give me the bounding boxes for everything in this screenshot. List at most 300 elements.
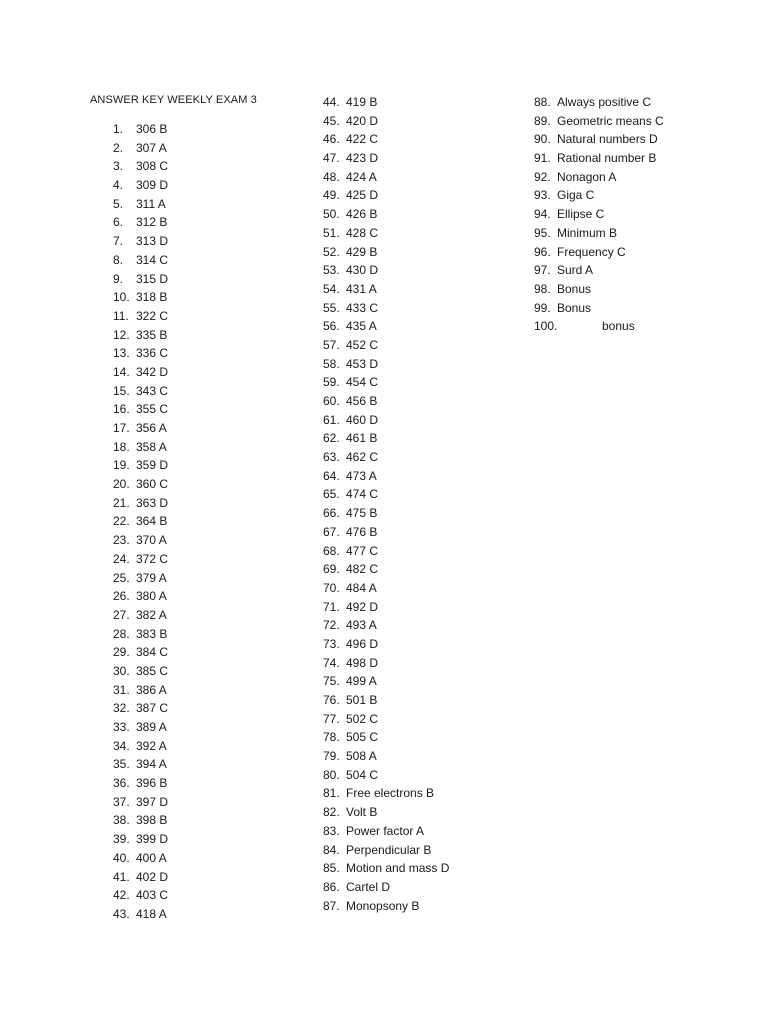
question-number: 94. [534, 207, 551, 222]
answer-text: Geometric means C [557, 113, 664, 128]
question-number: 44. [323, 95, 340, 109]
answer-text: 384 C [136, 645, 169, 660]
question-number: 36. [113, 776, 130, 791]
answer-entry [323, 224, 449, 243]
question-number: 56. [323, 319, 340, 334]
answer-text: 318 B [136, 290, 168, 305]
answer-text: 385 C [136, 663, 169, 678]
answer-entry [323, 654, 449, 673]
answer-entry [323, 710, 449, 729]
answer-entry [323, 467, 449, 486]
question-number: 14. [113, 364, 130, 379]
question-number: 45. [323, 113, 340, 128]
answer-text: 307 A [136, 140, 167, 155]
answer-text: 498 D [346, 655, 379, 670]
answer-entry [323, 485, 449, 504]
answer-entry [113, 438, 168, 457]
answer-text: Cartel D [346, 879, 391, 894]
question-number: 98. [534, 281, 551, 296]
answer-text: 342 D [136, 364, 169, 379]
answer-entry [113, 625, 168, 644]
answer-text: 360 C [136, 477, 169, 492]
answer-entry [534, 299, 664, 318]
answer-entry [113, 288, 168, 307]
answer-entry [113, 139, 168, 158]
question-number: 15. [113, 383, 130, 398]
question-number: 40. [113, 850, 130, 865]
question-number: 51. [323, 225, 340, 240]
question-number: 10. [113, 290, 130, 305]
question-number: 71. [323, 599, 340, 614]
answer-entry [113, 886, 168, 905]
question-number: 11. [113, 308, 129, 323]
answer-text: 322 C [136, 308, 169, 323]
document-title: ANSWER KEY WEEKLY EXAM 3 [90, 94, 257, 106]
answer-text: Frequency C [557, 244, 626, 259]
answer-text: 492 D [346, 599, 379, 614]
answer-text: 502 C [346, 711, 379, 726]
question-number: 26. [113, 589, 130, 604]
answer-entry [323, 766, 449, 785]
answer-text: 314 C [136, 252, 169, 267]
answer-entry [323, 616, 449, 635]
answer-entry [113, 718, 168, 737]
answer-entry [113, 494, 168, 513]
answer-text: 426 B [346, 207, 378, 222]
answer-entry [323, 542, 449, 561]
answer-text: 482 C [346, 562, 379, 577]
answer-entry [113, 512, 168, 531]
question-number: 17. [113, 421, 130, 435]
answer-entry [323, 784, 449, 803]
question-number: 95. [534, 225, 551, 240]
answer-text: 456 B [346, 394, 378, 408]
question-number: 27. [113, 607, 130, 622]
answer-text: 475 B [346, 506, 378, 521]
question-number: 74. [323, 655, 340, 670]
question-number: 34. [113, 738, 130, 753]
answer-entry [534, 261, 664, 280]
question-number: 4. [113, 178, 124, 193]
answer-entry [113, 550, 168, 569]
answer-entry [113, 737, 168, 756]
answer-text: 400 A [136, 850, 167, 865]
question-number: 55. [323, 300, 340, 315]
answer-text: 403 C [136, 888, 169, 903]
question-number: 92. [534, 169, 551, 184]
question-number: 30. [113, 663, 130, 678]
answer-text: 372 C [136, 551, 169, 566]
answer-text: 452 C [346, 337, 379, 352]
question-number: 69. [323, 562, 340, 577]
answer-text: 424 A [346, 169, 377, 184]
question-number: 70. [323, 580, 340, 595]
question-number: 88. [534, 95, 551, 109]
answer-text: 364 B [136, 514, 168, 529]
answer-text: 387 C [136, 701, 169, 716]
answer-entry [113, 176, 168, 195]
answer-text: 425 D [346, 188, 379, 203]
question-number: 57. [323, 337, 340, 352]
question-number: 86. [323, 879, 340, 894]
answer-text: 484 A [346, 580, 377, 595]
question-number: 19. [113, 458, 130, 473]
question-number: 50. [323, 207, 340, 222]
answer-entry [323, 747, 449, 766]
question-number: 91. [534, 151, 551, 166]
answer-text: 392 A [136, 738, 167, 753]
answer-text: 496 D [346, 636, 379, 651]
question-number: 84. [323, 842, 340, 857]
answer-entry [323, 186, 449, 205]
answer-text: 379 A [136, 570, 167, 585]
answer-entry [323, 355, 449, 374]
answer-text: 473 A [346, 468, 377, 483]
answer-entry [113, 755, 168, 774]
question-number: 12. [113, 327, 130, 342]
answer-text: 380 A [136, 589, 167, 604]
question-number: 1. [113, 122, 124, 136]
answer-entry [323, 317, 449, 336]
answer-text: Free electrons B [346, 786, 435, 801]
question-number: 13. [113, 346, 130, 361]
question-number: 38. [113, 813, 130, 828]
question-number: 37. [113, 794, 130, 809]
question-number: 61. [323, 412, 340, 427]
answer-entry [323, 336, 449, 355]
question-number: 93. [534, 188, 551, 203]
question-number: 54. [323, 281, 340, 296]
answer-entry [113, 251, 168, 270]
answer-text: 370 A [136, 533, 167, 548]
answer-text: 428 C [346, 225, 379, 240]
answer-text: 397 D [136, 794, 169, 809]
answer-text: 336 C [136, 346, 169, 361]
answer-entry [534, 186, 664, 205]
answer-entry [323, 672, 449, 691]
question-number: 31. [113, 682, 130, 697]
question-number: 59. [323, 375, 340, 390]
answer-entry [534, 93, 664, 112]
answer-entry [113, 699, 168, 718]
answer-text: Giga C [557, 188, 595, 203]
answer-entry [534, 243, 664, 262]
answer-entry [113, 531, 168, 550]
answer-text: 423 D [346, 151, 379, 166]
answer-entry [323, 93, 449, 112]
answer-column-1 [113, 120, 168, 924]
answer-text: 505 C [346, 730, 379, 745]
answer-entry [323, 598, 449, 617]
question-number: 9. [113, 271, 124, 286]
question-number: 79. [323, 749, 340, 764]
question-number: 78. [323, 730, 340, 745]
answer-text: 453 D [346, 356, 379, 371]
answer-entry [323, 579, 449, 598]
question-number: 53. [323, 263, 340, 278]
question-number: 80. [323, 767, 340, 782]
question-number: 99. [534, 300, 551, 315]
answer-text: 454 C [346, 375, 379, 390]
answer-text: 389 A [136, 720, 167, 734]
answer-entry [113, 849, 168, 868]
question-number: 90. [534, 132, 551, 147]
answer-text: 499 A [346, 674, 377, 689]
question-number: 83. [323, 823, 340, 838]
answer-text: Ellipse C [557, 207, 605, 222]
answer-entry [323, 691, 449, 710]
question-number: 66. [323, 506, 340, 521]
question-number: 82. [323, 805, 340, 820]
question-number: 5. [113, 196, 124, 211]
answer-entry [534, 168, 664, 187]
answer-text: 402 D [136, 869, 169, 884]
answer-entry [323, 373, 449, 392]
answer-entry [323, 728, 449, 747]
answer-entry [323, 429, 449, 448]
answer-entry [323, 803, 449, 822]
answer-text: 396 B [136, 776, 168, 791]
answer-entry [113, 830, 168, 849]
answer-text: Motion and mass D [346, 861, 450, 876]
answer-text: Rational number B [557, 151, 657, 166]
answer-entry [323, 243, 449, 262]
answer-entry [323, 149, 449, 168]
answer-text: 309 D [136, 178, 169, 193]
answer-text: 508 A [346, 749, 377, 764]
answer-text: 308 C [136, 159, 169, 174]
answer-entry [323, 448, 449, 467]
answer-entry [323, 560, 449, 579]
answer-entry [113, 681, 168, 700]
question-number: 42. [113, 888, 130, 903]
answer-entry [113, 475, 168, 494]
answer-entry [323, 822, 449, 841]
answer-text: 306 B [136, 122, 168, 136]
question-number: 87. [323, 898, 340, 913]
answer-text: Volt B [346, 805, 378, 820]
question-number: 32. [113, 701, 130, 716]
answer-text: Bonus [557, 281, 592, 296]
answer-text: 394 A [136, 757, 167, 772]
answer-text: 383 B [136, 626, 168, 641]
question-number: 16. [113, 402, 130, 417]
answer-entry [113, 868, 168, 887]
answer-entry [323, 411, 449, 430]
answer-entry [113, 326, 168, 345]
answer-text: 474 C [346, 487, 379, 502]
answer-text: 315 D [136, 271, 169, 286]
answer-text: 431 A [346, 281, 377, 296]
answer-entry [534, 280, 664, 299]
answer-entry [113, 232, 168, 251]
answer-entry [113, 569, 168, 588]
question-number: 25. [113, 570, 130, 585]
answer-text: 461 B [346, 431, 378, 446]
answer-entry [113, 157, 168, 176]
answer-entry [323, 841, 449, 860]
answer-entry [113, 606, 168, 625]
answer-text: 311 A [136, 196, 166, 211]
answer-text: 359 D [136, 458, 169, 473]
question-number: 33. [113, 720, 130, 734]
answer-entry [113, 774, 168, 793]
question-number: 48. [323, 169, 340, 184]
answer-entry [534, 112, 664, 131]
question-number: 58. [323, 356, 340, 371]
question-number: 43. [113, 906, 130, 921]
question-number: 6. [113, 215, 124, 230]
question-number: 22. [113, 514, 130, 529]
answer-entry [323, 504, 449, 523]
answer-text: 477 C [346, 543, 379, 558]
question-number: 62. [323, 431, 340, 446]
answer-entry [323, 392, 449, 411]
answer-text: Perpendicular B [346, 842, 432, 857]
answer-text: 493 A [346, 618, 377, 633]
question-number: 2. [113, 140, 124, 155]
question-number: 3. [113, 159, 124, 174]
answer-text: 419 B [346, 95, 378, 109]
answer-entry [534, 205, 664, 224]
question-number: 24. [113, 551, 130, 566]
answer-text: Natural numbers D [557, 132, 658, 147]
answer-text: 358 A [136, 439, 167, 454]
answer-entry [323, 897, 449, 916]
answer-text: 476 B [346, 524, 378, 539]
question-number: 41. [113, 869, 130, 884]
question-number: 23. [113, 533, 130, 548]
question-number: 46. [323, 132, 340, 147]
answer-entry [534, 149, 664, 168]
question-number: 96. [534, 244, 551, 259]
answer-entry [113, 793, 168, 812]
question-number: 97. [534, 263, 551, 278]
question-number: 76. [323, 693, 340, 707]
answer-text: 460 D [346, 412, 379, 427]
answer-text: 356 A [136, 421, 167, 435]
answer-text: 501 B [346, 693, 378, 707]
answer-entry [113, 270, 168, 289]
answer-text: Power factor A [346, 823, 425, 838]
question-number: 67. [323, 524, 340, 539]
answer-text: 399 D [136, 832, 169, 847]
question-number: 21. [113, 495, 130, 510]
answer-text: Nonagon A [557, 169, 617, 184]
answer-text: 429 B [346, 244, 378, 259]
answer-column-3 [534, 93, 664, 336]
answer-text: 355 C [136, 402, 169, 417]
answer-text: 335 B [136, 327, 168, 342]
answer-text: 504 C [346, 767, 379, 782]
answer-text: 420 D [346, 113, 379, 128]
question-number: 89. [534, 113, 551, 128]
answer-entry [113, 419, 168, 438]
answer-text: 430 D [346, 263, 379, 278]
question-number: 8. [113, 252, 124, 267]
answer-entry [534, 317, 664, 336]
answer-text: bonus [602, 319, 635, 334]
answer-entry [323, 523, 449, 542]
answer-entry [323, 280, 449, 299]
answer-entry [113, 400, 168, 419]
answer-entry [113, 120, 168, 139]
answer-entry [323, 261, 449, 280]
question-number: 81. [323, 786, 340, 801]
answer-entry [534, 130, 664, 149]
answer-entry [113, 213, 168, 232]
question-number: 35. [113, 757, 130, 772]
answer-text: 343 C [136, 383, 169, 398]
question-number: 7. [113, 234, 124, 249]
answer-text: 312 B [136, 215, 168, 230]
question-number: 20. [113, 477, 130, 492]
answer-entry [113, 382, 168, 401]
answer-text: Always positive C [557, 95, 652, 109]
answer-text: 462 C [346, 450, 379, 465]
answer-entry [113, 662, 168, 681]
answer-entry [113, 811, 168, 830]
answer-entry [323, 168, 449, 187]
question-number: 64. [323, 468, 340, 483]
answer-text: 422 C [346, 132, 379, 147]
answer-entry [323, 635, 449, 654]
answer-entry [113, 905, 168, 924]
answer-entry [113, 363, 168, 382]
question-number: 63. [323, 450, 340, 465]
answer-column-2 [323, 93, 449, 915]
answer-entry [113, 344, 168, 363]
question-number: 29. [113, 645, 130, 660]
answer-text: Surd A [557, 263, 594, 278]
answer-text: Minimum B [557, 225, 618, 240]
answer-text: 386 A [136, 682, 167, 697]
question-number: 47. [323, 151, 340, 166]
question-number: 85. [323, 861, 340, 876]
question-number: 75. [323, 674, 340, 689]
answer-entry [113, 587, 168, 606]
answer-text: 313 D [136, 234, 169, 249]
question-number: 28. [113, 626, 130, 641]
question-number: 49. [323, 188, 340, 203]
answer-text: 433 C [346, 300, 379, 315]
answer-text: 363 D [136, 495, 169, 510]
question-number: 65. [323, 487, 340, 502]
answer-entry [323, 130, 449, 149]
answer-entry [323, 299, 449, 318]
answer-entry [113, 643, 168, 662]
answer-text: 382 A [136, 607, 167, 622]
answer-text: 398 B [136, 813, 168, 828]
answer-entry [323, 878, 449, 897]
question-number: 73. [323, 636, 340, 651]
answer-text: Monopsony B [346, 898, 420, 913]
question-number: 100. [534, 319, 558, 334]
answer-entry [113, 307, 168, 326]
answer-entry [113, 195, 168, 214]
question-number: 52. [323, 244, 340, 259]
question-number: 68. [323, 543, 340, 558]
question-number: 60. [323, 394, 340, 408]
question-number: 72. [323, 618, 340, 633]
answer-entry [113, 456, 168, 475]
answer-entry [323, 112, 449, 131]
answer-entry [534, 224, 664, 243]
answer-text: Bonus [557, 300, 592, 315]
question-number: 77. [323, 711, 340, 726]
question-number: 18. [113, 439, 130, 454]
answer-text: 418 A [136, 906, 167, 921]
